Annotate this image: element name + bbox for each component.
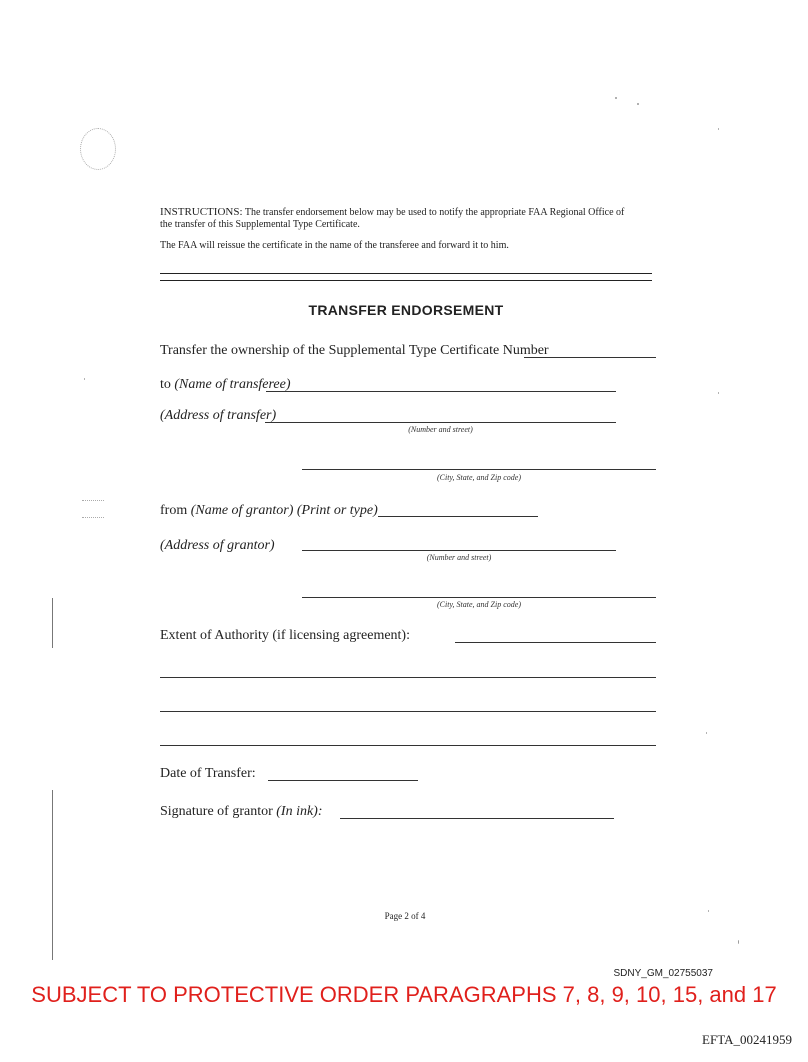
divider-top — [160, 273, 652, 274]
instructions-block — [160, 206, 660, 251]
page-number: Page 2 of 4 — [384, 911, 426, 921]
scan-speck — [718, 392, 719, 394]
date-of-transfer-label: Date of Transfer: — [160, 766, 256, 781]
transferee-address-label: (Address of transfer) — [160, 408, 277, 423]
transferee-street-hint: (Number and street) — [408, 425, 473, 434]
grantor-label: (Name of grantor) (Print or type) — [190, 503, 378, 518]
signature-field[interactable] — [340, 818, 614, 819]
scan-left-bar — [52, 598, 53, 648]
extent-of-authority-line-3[interactable] — [160, 711, 656, 712]
divider-bottom — [160, 280, 652, 281]
scan-left-bar — [52, 790, 53, 960]
grantor-row — [160, 503, 378, 519]
bates-number: SDNY_GM_02755037 — [613, 968, 713, 979]
certificate-number-label: Transfer the ownership of the Supplemental Type Certificate Number — [160, 343, 549, 358]
scan-speck — [738, 940, 739, 944]
instructions-text: The transfer endorsement below may be used to notify the appropriate FAA Regional Office of — [244, 207, 625, 218]
grantor-street-field[interactable] — [302, 550, 616, 551]
extent-of-authority-field[interactable] — [455, 642, 656, 643]
extent-of-authority-line-2[interactable] — [160, 677, 656, 678]
page-title: TRANSFER ENDORSEMENT — [308, 302, 504, 318]
scan-speck — [637, 103, 639, 105]
instructions-reissue: The FAA will reissue the certificate in the name of the transferee and forward it to him. — [160, 240, 509, 251]
protective-order-notice: SUBJECT TO PROTECTIVE ORDER PARAGRAPHS 7, 8, 9, 10, 15, and 17 — [31, 982, 777, 1007]
certificate-number-field[interactable] — [524, 357, 656, 358]
extent-of-authority-label: Extent of Authority (if licensing agreement): — [160, 628, 410, 643]
grantor-street-hint: (Number and street) — [426, 553, 492, 562]
transferee-name-field[interactable] — [266, 391, 616, 392]
date-of-transfer-field[interactable] — [268, 780, 418, 781]
scan-speck — [718, 128, 719, 130]
transferee-city-hint: (City, State, and Zip code) — [437, 473, 521, 482]
signature-label: Signature of grantor — [160, 804, 273, 819]
grantor-address-label: (Address of grantor) — [160, 538, 275, 553]
transferee-city-field[interactable] — [302, 469, 656, 470]
scan-mark-top-left — [80, 128, 116, 170]
signature-row — [160, 804, 323, 820]
scan-speck — [84, 378, 85, 380]
efta-number: EFTA_00241959 — [702, 1032, 792, 1047]
scan-speck — [706, 732, 707, 734]
instructions-lead: INSTRUCTIONS: — [160, 206, 243, 218]
extent-of-authority-line-4[interactable] — [160, 745, 656, 746]
scan-speck — [708, 910, 709, 912]
scan-speck — [615, 97, 617, 99]
grantor-city-field[interactable] — [302, 597, 656, 598]
transferee-street-field[interactable] — [265, 422, 616, 423]
grantor-prefix: from — [160, 503, 188, 518]
transferee-prefix: to — [160, 377, 171, 392]
signature-hint: (In ink): — [276, 804, 323, 819]
instructions-text-line2: the transfer of this Supplemental Type Certificate. — [160, 219, 360, 230]
transferee-label: (Name of transferee) — [174, 377, 291, 392]
grantor-name-field[interactable] — [378, 516, 538, 517]
scan-mark-left-middle — [82, 500, 104, 518]
grantor-city-hint: (City, State, and Zip code) — [437, 600, 521, 609]
